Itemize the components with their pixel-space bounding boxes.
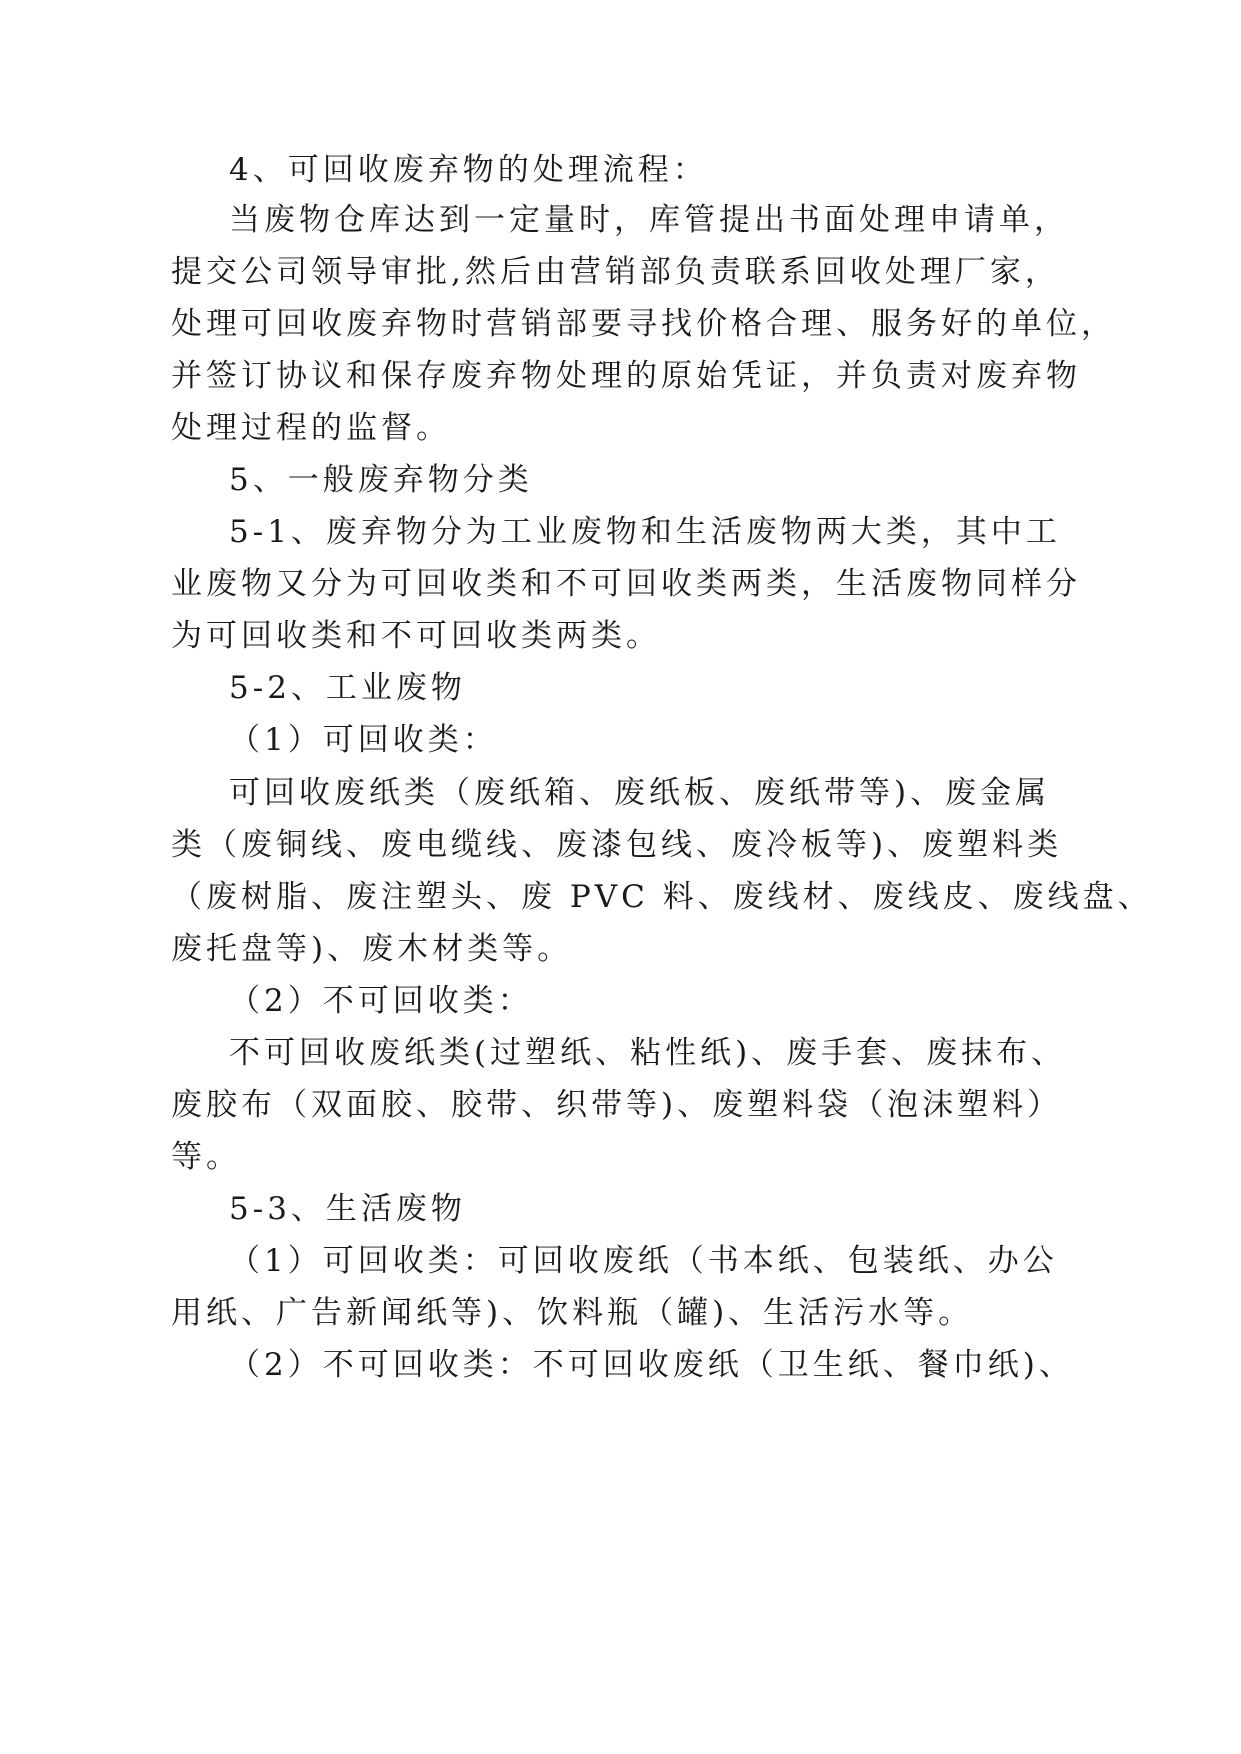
subsection-heading: （1）可回收类：	[229, 722, 498, 758]
paragraph-line: （废树脂、废注塑头、废 PVC 料、废线材、废线皮、废线盘、	[171, 879, 1153, 915]
paragraph-line: 用纸、广告新闻纸等)、饮料瓶（罐)、生活污水等。	[171, 1295, 974, 1331]
paragraph-line: 当废物仓库达到一定量时，库管提出书面处理申请单，	[229, 202, 1069, 238]
paragraph-line: 不可回收废纸类(过塑纸、粘性纸)、废手套、废抹布、	[229, 1035, 1067, 1071]
paragraph-line: （2）不可回收类：不可回收废纸（卫生纸、餐巾纸)、	[229, 1347, 1074, 1383]
paragraph-line: 并签订协议和保存废弃物处理的原始凭证，并负责对废弃物	[171, 358, 1081, 394]
paragraph-line: 废胶布（双面胶、胶带、织带等)、废塑料袋（泡沫塑料）	[171, 1087, 1063, 1123]
paragraph-line: 业废物又分为可回收类和不可回收类两类，生活废物同样分	[171, 566, 1081, 602]
paragraph-line: （1）可回收类：可回收废纸（书本纸、包装纸、办公	[229, 1243, 1058, 1279]
paragraph-line: 可回收废纸类（废纸箱、废纸板、废纸带等)、废金属	[229, 775, 1051, 811]
paragraph-line: 类（废铜线、废电缆线、废漆包线、废冷板等)、废塑料类	[171, 827, 1063, 863]
paragraph-line: 处理过程的监督。	[171, 410, 451, 446]
paragraph-line: 等。	[171, 1139, 241, 1175]
paragraph-line: 为可回收类和不可回收类两类。	[171, 618, 661, 654]
section-5-heading: 5、一般废弃物分类	[229, 462, 533, 498]
paragraph-line: 处理可回收废弃物时营销部要寻找价格合理、服务好的单位，	[171, 306, 1116, 342]
subsection-heading: （2）不可回收类：	[229, 983, 533, 1019]
paragraph-line: 5-1、废弃物分为工业废物和生活废物两大类，其中工	[229, 514, 1061, 550]
section-4-heading: 4、可回收废弃物的处理流程：	[229, 152, 708, 188]
section-5-2-heading: 5-2、工业废物	[229, 670, 466, 706]
paragraph-line: 废托盘等)、废木材类等。	[171, 931, 573, 967]
section-5-3-heading: 5-3、生活废物	[229, 1191, 466, 1227]
paragraph-line: 提交公司领导审批,然后由营销部负责联系回收处理厂家，	[171, 254, 1060, 290]
